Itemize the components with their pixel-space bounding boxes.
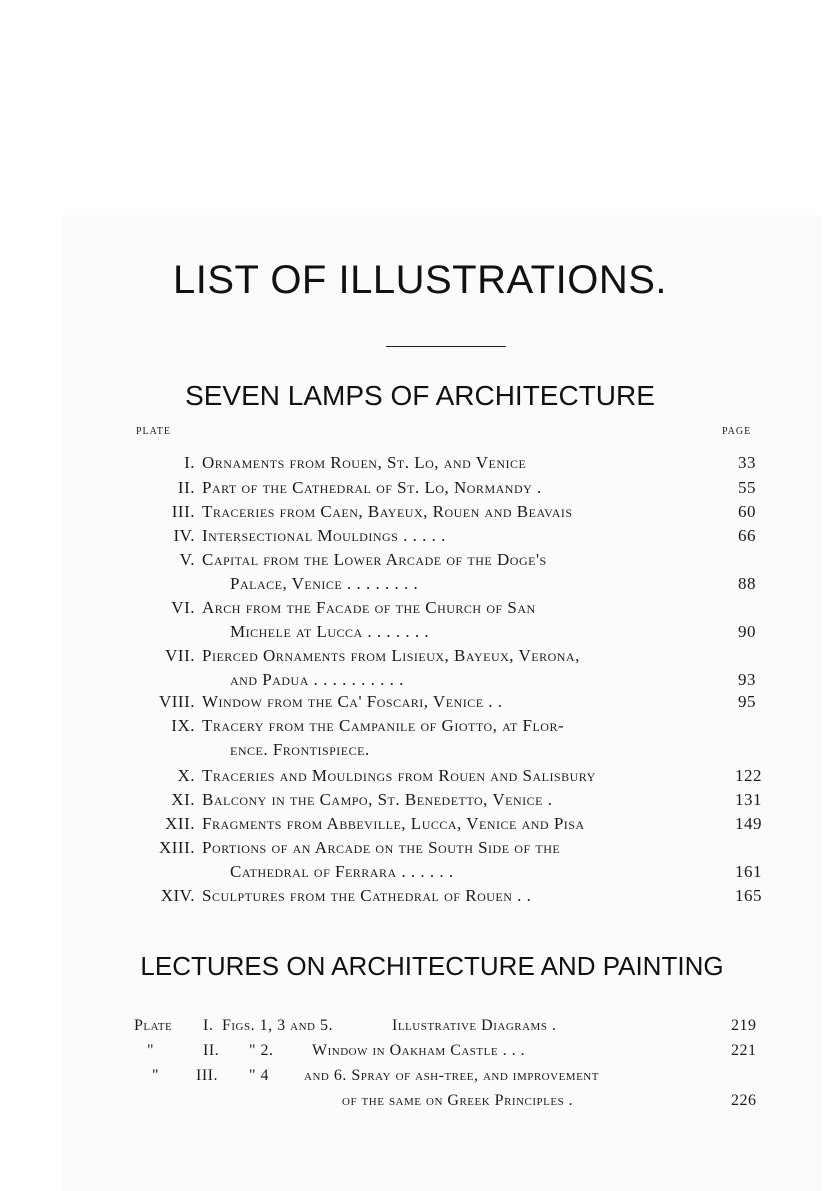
entry-title-continued: Michele at Lucca . . . . . . . (230, 622, 430, 641)
page-title: LIST OF ILLUSTRATIONS. (172, 258, 668, 302)
list-item (0, 526, 840, 551)
plate-numeral: XIII. (158, 838, 195, 857)
entry-title: Ornaments from Rouen, St. Lo, and Venice (202, 453, 527, 472)
list-item-continuation (0, 740, 840, 765)
plate-numeral: IV. (173, 526, 195, 545)
plate-numeral: XIV. (160, 886, 195, 905)
page-number: 60 (738, 502, 756, 521)
entry-title: Traceries and Mouldings from Rouen and Salisbury (202, 766, 596, 785)
plate-numeral: VI. (171, 598, 195, 617)
lecture-page-number: 219 (731, 1017, 757, 1034)
entry-title: Arch from the Facade of the Church of San (202, 598, 536, 617)
plate-numeral: III. (171, 502, 195, 521)
section-heading-seven-lamps: SEVEN LAMPS OF ARCHITECTURE (185, 380, 655, 411)
entry-title: Fragments from Abbeville, Lucca, Venice and Pisa (202, 814, 585, 833)
page-number: 90 (738, 622, 756, 641)
entry-title-continued: and Padua . . . . . . . . . . (230, 670, 404, 689)
entry-title: Portions of an Arcade on the South Side of the (202, 838, 561, 857)
plate-numeral: I. (184, 453, 195, 472)
page-number: 95 (738, 692, 756, 711)
page-column-header: PAGE (722, 426, 752, 437)
lecture-plate-prefix: " (147, 1042, 155, 1059)
page-number: 93 (738, 670, 756, 689)
plate-numeral: X. (177, 766, 195, 785)
lecture-figures: " 4 (249, 1067, 270, 1084)
lecture-page-number: 221 (731, 1042, 757, 1059)
list-item (0, 838, 840, 863)
entry-title: Tracery from the Campanile of Giotto, at Flor- (202, 716, 565, 735)
entry-title: Window from the Ca' Foscari, Venice . . (202, 692, 503, 711)
page-number: 161 (735, 862, 762, 881)
title-rule (386, 346, 506, 347)
page-number: 149 (735, 814, 762, 833)
page-number: 33 (738, 453, 756, 472)
lecture-entry-title: Window in Oakham Castle . . . (312, 1042, 526, 1059)
lecture-plate-prefix: Plate (134, 1017, 173, 1034)
page-number: 88 (738, 574, 756, 593)
list-item (0, 453, 840, 478)
list-item (0, 692, 840, 717)
list-item (0, 886, 840, 911)
plate-numeral: VII. (165, 646, 195, 665)
list-item-continuation (0, 574, 840, 599)
list-item-continuation (0, 622, 840, 647)
entry-title-continued: Palace, Venice . . . . . . . . (230, 574, 419, 593)
plate-column-header: PLATE (136, 426, 171, 437)
list-item (0, 766, 840, 791)
entry-title: Part of the Cathedral of St. Lo, Normandy . (202, 478, 542, 497)
lecture-plate-numeral: II. (203, 1042, 220, 1059)
entry-title-continued: ence. Frontispiece. (230, 740, 370, 759)
lecture-figures: Figs. 1, 3 and 5. (222, 1017, 333, 1034)
entry-title: Capital from the Lower Arcade of the Doge's (202, 550, 547, 569)
list-item (0, 814, 840, 839)
list-item-continuation (0, 862, 840, 887)
plate-numeral: II. (177, 478, 195, 497)
section-heading-lectures: LECTURES ON ARCHITECTURE AND PAINTING (140, 951, 724, 981)
entry-title: Sculptures from the Cathedral of Rouen . . (202, 886, 532, 905)
list-item (0, 716, 840, 741)
page-number: 165 (735, 886, 762, 905)
list-item (0, 550, 840, 575)
entry-title: Intersectional Mouldings . . . . . (202, 526, 446, 545)
page-number: 131 (735, 790, 762, 809)
entry-title: Traceries from Caen, Bayeux, Rouen and Beavais (202, 502, 573, 521)
page-number: 55 (738, 478, 756, 497)
plate-numeral: VIII. (158, 692, 195, 711)
list-item (0, 502, 840, 527)
plate-numeral: IX. (171, 716, 195, 735)
page-number: 122 (735, 766, 762, 785)
plate-numeral: V. (179, 550, 195, 569)
lecture-plate-prefix: " (152, 1067, 160, 1084)
lecture-entry-title: and 6. Spray of ash-tree, and improvement (304, 1067, 599, 1084)
lecture-entry-title: Illustrative Diagrams . (392, 1017, 557, 1034)
plate-numeral: XII. (165, 814, 195, 833)
list-item (0, 598, 840, 623)
page-number: 66 (738, 526, 756, 545)
list-item (0, 478, 840, 503)
entry-title: Pierced Ornaments from Lisieux, Bayeux, Verona, (202, 646, 580, 665)
lecture-figures: " 2. (249, 1042, 274, 1059)
list-item (0, 790, 840, 815)
lecture-entry-title-continued: of the same on Greek Principles . (342, 1092, 574, 1109)
entry-title: Balcony in the Campo, St. Benedetto, Venice . (202, 790, 553, 809)
list-item (0, 646, 840, 671)
plate-numeral: XI. (171, 790, 195, 809)
lecture-plate-numeral: I. (203, 1017, 214, 1034)
lecture-page-number: 226 (731, 1092, 757, 1109)
lecture-plate-numeral: III. (196, 1067, 218, 1084)
entry-title-continued: Cathedral of Ferrara . . . . . . (230, 862, 454, 881)
